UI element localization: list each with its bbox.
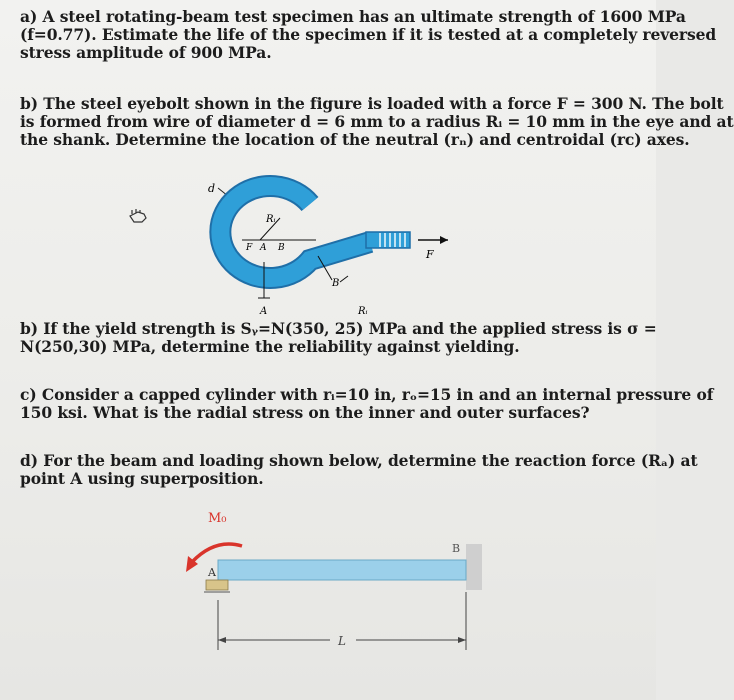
question-a-line: a) A steel rotating-beam test specimen has an ultimate strength of 1600 MPa <box>20 7 686 26</box>
a-label: A <box>208 566 216 579</box>
b-label: B <box>452 542 461 555</box>
a-label-bottom: A <box>260 306 268 317</box>
d-label: d <box>208 182 216 195</box>
question-d-line: point A using superposition. <box>20 469 264 488</box>
a-label-top: A <box>260 243 267 253</box>
moment-arrow <box>192 544 242 562</box>
ri-label-top: Rᵢ <box>266 214 276 225</box>
question-b2-line: b) If the yield strength is Sᵧ=N(350, 25) MPa and the applied stress is σ = <box>20 319 657 338</box>
question-c <box>20 386 713 422</box>
beam <box>218 560 466 580</box>
question-b-reliability <box>20 320 657 356</box>
question-b-line: b) The steel eyebolt shown in the figure is loaded with a force F = 300 N. The bolt <box>20 94 724 113</box>
pin-support <box>206 580 228 590</box>
question-c-line: c) Consider a capped cylinder with rᵢ=10 in, rₒ=15 in and an internal pressure of <box>20 385 714 404</box>
question-a-line: stress amplitude of 900 MPa. <box>20 43 272 62</box>
question-c-line: 150 ksi. What is the radial stress on the inner and outer surfaces? <box>20 403 590 422</box>
moment-label: M₀ <box>208 511 227 526</box>
question-b2-line: N(250,30) MPa, determine the reliability against yielding. <box>20 337 520 356</box>
question-d <box>20 452 698 488</box>
f-label-left: F <box>246 243 253 253</box>
force-arrowhead <box>440 236 448 244</box>
eyebolt-figure <box>120 180 470 320</box>
wall-support <box>466 544 482 590</box>
question-b-eyebolt <box>20 95 734 149</box>
length-label: L <box>338 634 346 648</box>
hand-icon <box>130 209 146 222</box>
beam-figure <box>160 500 490 660</box>
ri-label-bottom: Rᵢ <box>358 306 368 317</box>
question-d-line: d) For the beam and loading shown below, determine the reaction force (Rₐ) at <box>20 451 698 470</box>
question-a <box>20 8 716 62</box>
question-b-line: the shank. Determine the location of the neutral (rₙ) and centroidal (rᴄ) axes. <box>20 130 690 149</box>
force-label-right: F <box>426 248 434 261</box>
eyebolt-shank <box>366 232 410 248</box>
question-a-line: (f=0.77). Estimate the life of the specimen if it is tested at a completely reversed <box>20 25 717 44</box>
b-label-bottom: B <box>332 278 340 289</box>
eyebolt-ring <box>220 186 370 278</box>
b-label-top: B <box>278 243 285 253</box>
question-b-line: is formed from wire of diameter d = 6 mm to a radius Rᵢ = 10 mm in the eye and at <box>20 112 734 131</box>
